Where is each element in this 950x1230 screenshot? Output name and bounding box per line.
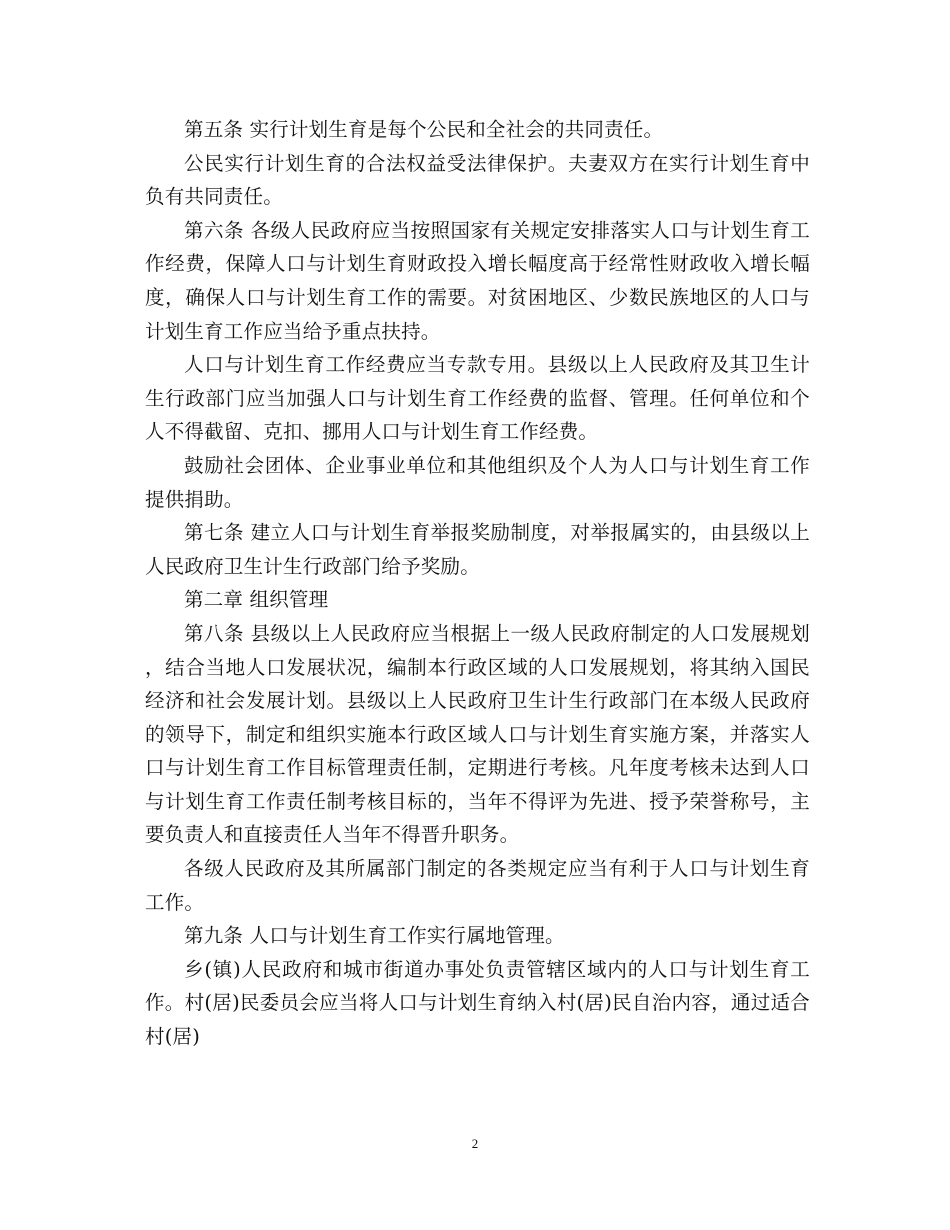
paragraph-donations: 鼓励社会团体、企业事业单位和其他组织及个人为人口与计划生育工作提供捐助。 [145,453,810,511]
paragraph-article-7: 第七条 建立人口与计划生育举报奖励制度，对举报属实的，由县级以上人民政府卫生计生行政部门给予奖励。 [145,521,810,578]
paragraph-article-5: 第五条 实行计划生育是每个公民和全社会的共同责任。 [184,118,664,141]
page-number: 2 [471,1136,479,1151]
paragraph-article-6: 第六条 各级人民政府应当按照国家有关规定安排落实人口与计划生育工作经费，保障人口与计划生育财政投入增长幅度高于经常性财政收入增长幅度，确保人口与计划生育工作的需要。对贫困地区、少数民族地区的人口与计划生育工作应当给予重点扶持。 [145,218,810,343]
paragraph-regulations: 各级人民政府及其所属部门制定的各类规定应当有利于人口与计划生育工作。 [145,857,810,914]
paragraph-local-management: 乡(镇)人民政府和城市街道办事处负责管辖区域内的人口与计划生育工作。村(居)民委员会应当将人口与计划生育纳入村(居)民自治内容，通过适合村(居) [145,957,810,1049]
document-body [145,113,810,1054]
chapter-heading: 第二章 组织管理 [184,588,329,612]
paragraph-article-9: 第九条 人口与计划生育工作实行属地管理。 [184,924,565,948]
paragraph-article-8: 第八条 县级以上人民政府应当根据上一级人民政府制定的人口发展规划，结合当地人口发展状况，编制本行政区域的人口发展规划，将其纳入国民经济和社会发展计划。县级以上人民政府卫生计生行政部门在本级人民政府的领导下，制定和组织实施本行政区域人口与计划生育实施方案，并落实人口与计划生育工作目标管理责任制，定期进行考核。凡年度考核未达到人口与计划生育工作责任制考核目标的，当年不得评为先进、授予荣誉称号，主要负责人和直接责任人当年不得晋升职务。 [145,621,810,847]
paragraph-citizen-rights: 公民实行计划生育的合法权益受法律保护。夫妻双方在实行计划生育中负有共同责任。 [145,151,810,209]
paragraph-funding-management: 人口与计划生育工作经费应当专款专用。县级以上人民政府及其卫生计生行政部门应当加强人口与计划生育工作经费的监督、管理。任何单位和个人不得截留、克扣、挪用人口与计划生育工作经费。 [145,353,810,444]
